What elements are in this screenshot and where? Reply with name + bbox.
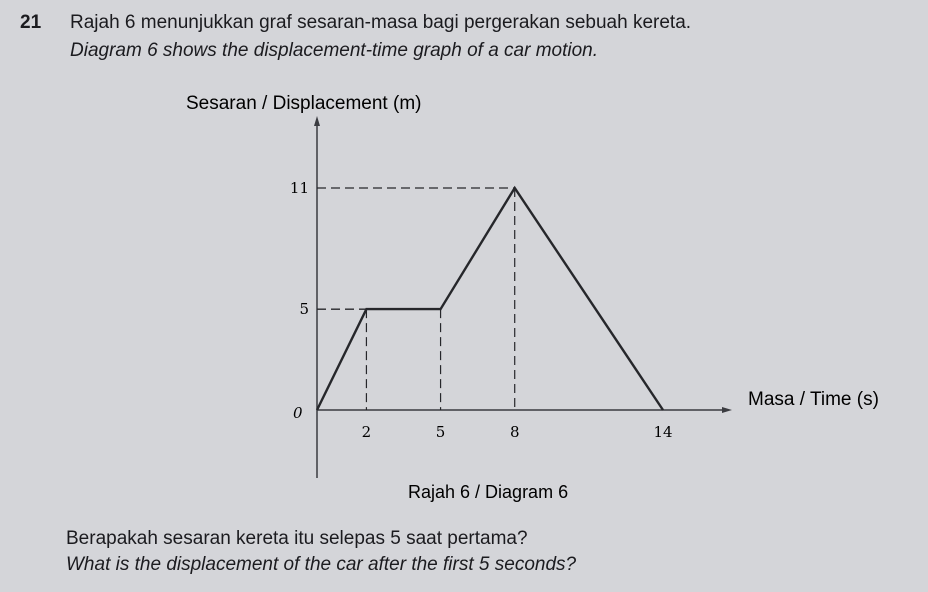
origin-label: 0 bbox=[293, 404, 303, 422]
question-text-english: Diagram 6 shows the displacement-time graph of a car motion. bbox=[70, 40, 599, 61]
ask-text-english: What is the displacement of the car after the first 5 seconds? bbox=[66, 554, 577, 575]
x-tick-label: 5 bbox=[435, 423, 446, 441]
x-tick-label: 8 bbox=[509, 423, 520, 441]
ask-text-malay: Berapakah sesaran kereta itu selepas 5 saat pertama? bbox=[66, 528, 528, 549]
x-axis-label: Masa / Time (s) bbox=[748, 389, 879, 410]
y-axis-arrow-icon bbox=[314, 116, 320, 126]
y-axis-label: Sesaran / Displacement (m) bbox=[186, 93, 422, 114]
diagram-caption: Rajah 6 / Diagram 6 bbox=[408, 482, 569, 502]
x-axis-arrow-icon bbox=[722, 407, 732, 413]
question-number: 21 bbox=[20, 12, 42, 33]
x-tick-label: 14 bbox=[653, 423, 673, 441]
y-tick-label: 11 bbox=[289, 179, 309, 197]
y-tick-label: 5 bbox=[299, 300, 309, 319]
displacement-line bbox=[317, 188, 663, 410]
x-tick-label: 2 bbox=[361, 423, 372, 441]
question-text-malay: Rajah 6 menunjukkan graf sesaran-masa bagi pergerakan sebuah kereta. bbox=[70, 12, 692, 33]
